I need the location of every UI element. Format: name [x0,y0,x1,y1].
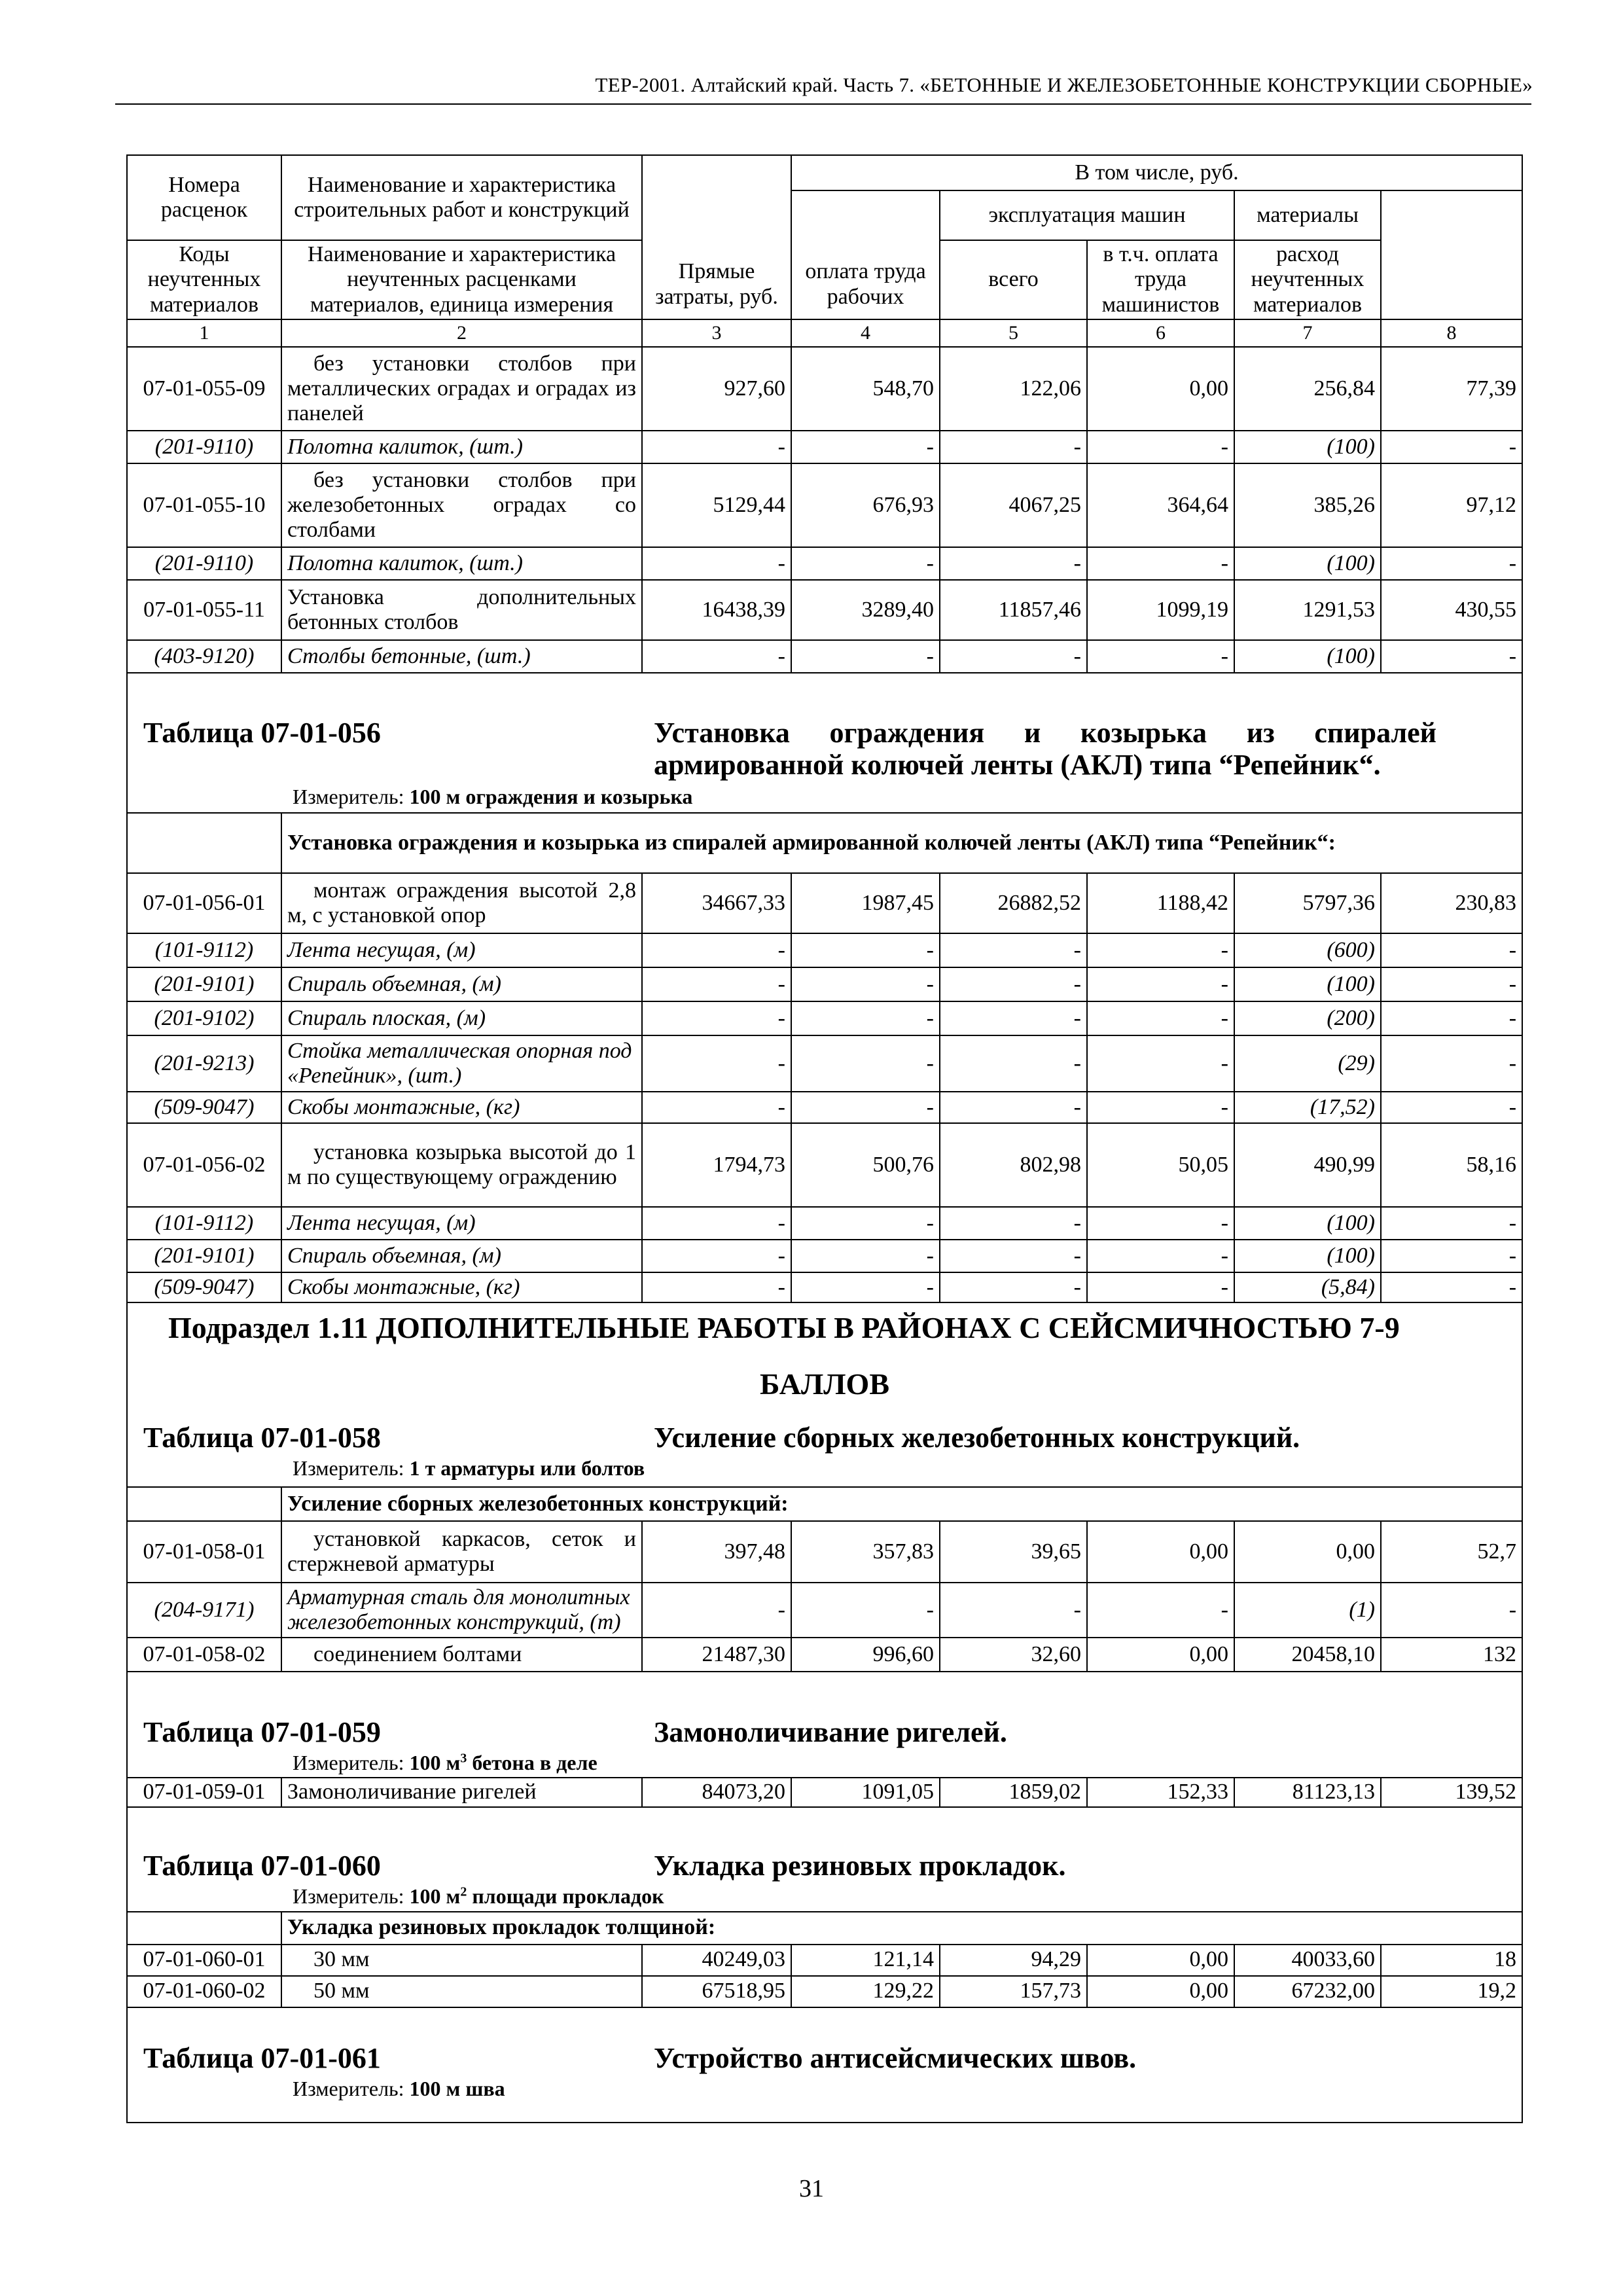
materials: 20458,10 [1234,1638,1381,1672]
machinists-wage: - [1087,1001,1234,1035]
rate-row [127,1123,1522,1207]
labor: 430,55 [1381,580,1522,640]
machinists-wage: - [1087,1583,1234,1638]
machinists-wage: - [1087,1240,1234,1272]
material-row [127,547,1522,580]
wage: 996,60 [791,1638,940,1672]
rate-row [127,1778,1522,1806]
labor: 139,52 [1381,1778,1522,1806]
subsection-block [127,1302,1522,1487]
materials: 385,26 [1234,463,1381,547]
rate-name: установкой каркасов, сеток и стержневой арматуры [281,1521,642,1583]
table-heading-block [127,2007,1522,2123]
subsection-line-2: БАЛЛОВ [759,1367,890,1401]
wage: - [791,1092,940,1123]
table-heading-block [127,1807,1522,1912]
measure-label: Измеритель: [293,2076,404,2100]
col-number: 7 [1234,319,1381,347]
table-number: Таблица 07-01-060 [143,1850,381,1882]
machines-total: 39,65 [940,1521,1087,1583]
labor: - [1381,1001,1522,1035]
material-name: Полотна калиток, (шт.) [281,431,642,463]
table-measure [128,2074,1522,2100]
group-row [127,813,1522,873]
group-label: Укладка резиновых прокладок толщиной: [281,1912,1522,1945]
table-number: Таблица 07-01-056 [143,716,381,749]
hd-direct: Прямые затраты, руб. [642,155,791,319]
machinists-wage: 0,00 [1087,347,1234,431]
header-rule [115,103,1531,105]
wage: - [791,1272,940,1302]
measure-value-suffix: площади прокладок [467,1884,664,1909]
material-name: Спираль объемная, (м) [281,1240,642,1272]
labor: - [1381,431,1522,463]
group-row [127,1487,1522,1521]
material-code: (101-9112) [127,933,281,967]
wage: 1987,45 [791,873,940,933]
running-header: ТЕР-2001. Алтайский край. Часть 7. «БЕТОННЫЕ И ЖЕЛЕЗОБЕТОННЫЕ КОНСТРУКЦИИ СБОРНЫЕ» [595,73,1533,96]
material-code: (201-9101) [127,1240,281,1272]
labor: - [1381,1240,1522,1272]
measure-unit-power: 2 [460,1884,467,1899]
wage: - [791,1240,940,1272]
table-number: Таблица 07-01-058 [143,1421,381,1454]
hd-name: Наименование и характеристика строительных работ и конструкций [281,155,642,240]
materials: (100) [1234,1240,1381,1272]
table-title: Установка ограждения и козырька из спиралей армированной колючей ленты (АКЛ) типа “Репейник“. [654,716,1437,781]
table-title: Устройство антисейсмических швов. [654,2041,1137,2074]
measure-label: Измеритель: [293,1884,404,1909]
rate-code: 07-01-060-01 [127,1945,281,1976]
materials: (100) [1234,431,1381,463]
materials: (100) [1234,640,1381,673]
measure-value: 100 м [409,1884,461,1909]
table-number: Таблица 07-01-059 [143,1715,381,1748]
wage: 1091,05 [791,1778,940,1806]
materials: (29) [1234,1035,1381,1092]
machines-total: 157,73 [940,1976,1087,2007]
hd-code: Номера расценок [127,155,281,240]
machinists-wage: - [1087,1092,1234,1123]
wage: - [791,640,940,673]
machines-total: - [940,1583,1087,1638]
wage: - [791,1035,940,1092]
wage: - [791,1583,940,1638]
materials: (100) [1234,967,1381,1001]
col-number: 4 [791,319,940,347]
material-name: Арматурная сталь для монолитных железобетонных конструкций, (т) [281,1583,642,1638]
material-name: Стойка металлическая опорная под «Репейник», (шт.) [281,1035,642,1092]
labor: - [1381,640,1522,673]
materials: (1) [1234,1583,1381,1638]
wage: 676,93 [791,463,940,547]
material-code: (509-9047) [127,1272,281,1302]
direct-cost: - [642,640,791,673]
material-row [127,640,1522,673]
rate-row [127,1638,1522,1672]
labor: - [1381,1272,1522,1302]
machines-total: 32,60 [940,1638,1087,1672]
wage: - [791,1207,940,1240]
wage: - [791,933,940,967]
machinists-wage: 1188,42 [1087,873,1234,933]
rate-row [127,1976,1522,2007]
rates-table [126,154,1523,2123]
machinists-wage: - [1087,1035,1234,1092]
material-row [127,431,1522,463]
material-row [127,967,1522,1001]
material-name: Спираль плоская, (м) [281,1001,642,1035]
material-code: (201-9213) [127,1035,281,1092]
material-code: (201-9102) [127,1001,281,1035]
materials: 81123,13 [1234,1778,1381,1806]
direct-cost: - [642,1272,791,1302]
page-number: 31 [799,2175,824,2202]
col-number: 3 [642,319,791,347]
group-label: Усиление сборных железобетонных конструкций: [281,1487,1522,1521]
machines-total: 11857,46 [940,580,1087,640]
direct-cost: 67518,95 [642,1976,791,2007]
machinists-wage: - [1087,640,1234,673]
hd-materials-spend: расход неучтенных материалов [1234,240,1381,319]
material-row [127,1035,1522,1092]
wage: - [791,1001,940,1035]
machines-total: - [940,1272,1087,1302]
machinists-wage: - [1087,933,1234,967]
labor: 230,83 [1381,873,1522,933]
direct-cost: - [642,967,791,1001]
machinists-wage: - [1087,547,1234,580]
rate-name: Установка дополнительных бетонных столбов [281,580,642,640]
measure-unit-power: 3 [460,1751,467,1766]
material-code: (201-9110) [127,547,281,580]
material-row [127,1240,1522,1272]
materials: (17,52) [1234,1092,1381,1123]
machines-total: - [940,1207,1087,1240]
rate-name: установка козырька высотой до 1 м по существующему ограждению [281,1123,642,1207]
labor: - [1381,1035,1522,1092]
table-number: Таблица 07-01-061 [143,2041,381,2074]
labor: - [1381,933,1522,967]
materials: (100) [1234,547,1381,580]
rate-code: 07-01-056-02 [127,1123,281,1207]
table-title: Замоноличивание ригелей. [654,1715,1007,1748]
direct-cost: - [642,1035,791,1092]
labor: 19,2 [1381,1976,1522,2007]
rate-code: 07-01-058-02 [127,1638,281,1672]
hd-including: В том числе, руб. [791,155,1522,190]
measure-value: 100 м [409,1751,461,1775]
machines-total: - [940,933,1087,967]
material-name: Лента несущая, (м) [281,1207,642,1240]
material-code: (204-9171) [127,1583,281,1638]
material-row [127,1583,1522,1638]
hd-mat-name: Наименование и характеристика неучтенных расценками материалов, единица измерения [281,240,642,319]
direct-cost: 21487,30 [642,1638,791,1672]
machinists-wage: 364,64 [1087,463,1234,547]
machinists-wage: - [1087,431,1234,463]
direct-cost: 397,48 [642,1521,791,1583]
wage: 121,14 [791,1945,940,1976]
material-code: (509-9047) [127,1092,281,1123]
direct-cost: 16438,39 [642,580,791,640]
group-label: Установка ограждения и козырька из спиралей армированной колючей ленты (АКЛ) типа “Репейник“: [281,813,1522,873]
rate-row [127,1945,1522,1976]
wage: - [791,431,940,463]
machines-total: - [940,547,1087,580]
table-title: Усиление сборных железобетонных конструкций. [654,1421,1300,1454]
table-measure [128,781,1522,812]
machinists-wage: 152,33 [1087,1778,1234,1806]
machinists-wage: 1099,19 [1087,580,1234,640]
wage: 357,83 [791,1521,940,1583]
measure-value: 100 м ограждения и козырька [409,785,693,809]
materials: 40033,60 [1234,1945,1381,1976]
machinists-wage: 0,00 [1087,1976,1234,2007]
material-code: (101-9112) [127,1207,281,1240]
rate-row [127,463,1522,547]
machines-total: 26882,52 [940,873,1087,933]
labor: - [1381,1583,1522,1638]
labor: 52,7 [1381,1521,1522,1583]
material-name: Скобы монтажные, (кг) [281,1092,642,1123]
hd-machinists-wage: в т.ч. оплата труда машинистов [1087,240,1234,319]
table-measure [128,1748,1522,1777]
machines-total: - [940,1001,1087,1035]
materials: (200) [1234,1001,1381,1035]
machinists-wage: 0,00 [1087,1521,1234,1583]
direct-cost: 40249,03 [642,1945,791,1976]
col-number: 2 [281,319,642,347]
machines-total: 122,06 [940,347,1087,431]
measure-value: 1 т арматуры или болтов [409,1456,645,1480]
direct-cost: 84073,20 [642,1778,791,1806]
table-heading-block [127,673,1522,813]
labor: 97,12 [1381,463,1522,547]
measure-value-suffix: бетона в деле [467,1751,597,1775]
table-title: Укладка резиновых прокладок. [654,1850,1066,1882]
material-row [127,1001,1522,1035]
rate-row [127,580,1522,640]
rate-name: 50 мм [281,1976,642,2007]
machines-total: - [940,967,1087,1001]
hd-machines-total: всего [940,240,1087,319]
rate-name: Замоноличивание ригелей [281,1778,642,1806]
material-row [127,933,1522,967]
rate-name: соединением болтами [281,1638,642,1672]
machines-total: - [940,1240,1087,1272]
material-row [127,1272,1522,1302]
labor: 132 [1381,1638,1522,1672]
direct-cost: - [642,1001,791,1035]
labor: - [1381,967,1522,1001]
rate-code: 07-01-058-01 [127,1521,281,1583]
direct-cost: - [642,933,791,967]
material-name: Столбы бетонные, (шт.) [281,640,642,673]
rate-code: 07-01-059-01 [127,1778,281,1806]
header-numbers-row [127,319,1522,347]
labor: - [1381,547,1522,580]
materials: 5797,36 [1234,873,1381,933]
material-row [127,1207,1522,1240]
material-name: Скобы монтажные, (кг) [281,1272,642,1302]
material-name: Спираль объемная, (м) [281,967,642,1001]
col-number: 5 [940,319,1087,347]
material-name: Лента несущая, (м) [281,933,642,967]
wage: 500,76 [791,1123,940,1207]
wage: - [791,967,940,1001]
group-row [127,1912,1522,1945]
direct-cost: - [642,1207,791,1240]
hd-wage: оплата труда рабочих [791,190,940,319]
labor: 77,39 [1381,347,1522,431]
materials: 67232,00 [1234,1976,1381,2007]
direct-cost: 1794,73 [642,1123,791,1207]
rate-code: 07-01-055-11 [127,580,281,640]
machinists-wage: - [1087,1207,1234,1240]
rate-code: 07-01-055-10 [127,463,281,547]
labor: - [1381,1207,1522,1240]
direct-cost: - [642,1240,791,1272]
machinists-wage: 0,00 [1087,1945,1234,1976]
machinists-wage: 0,00 [1087,1638,1234,1672]
machines-total: - [940,640,1087,673]
measure-value: 100 м шва [409,2076,505,2100]
machines-total: - [940,1092,1087,1123]
subsection-line-1: Подраздел 1.11 ДОПОЛНИТЕЛЬНЫЕ РАБОТЫ В РАЙОНАХ С СЕЙСМИЧНОСТЬЮ 7-9 [168,1311,1400,1345]
labor: - [1381,1092,1522,1123]
rate-name: 30 мм [281,1945,642,1976]
machines-total: 94,29 [940,1945,1087,1976]
hd-materials: материалы [1234,190,1381,240]
materials: (5,84) [1234,1272,1381,1302]
rate-name: монтаж ограждения высотой 2,8 м, с установкой опор [281,873,642,933]
direct-cost: - [642,547,791,580]
labor: 18 [1381,1945,1522,1976]
direct-cost: 34667,33 [642,873,791,933]
materials: 490,99 [1234,1123,1381,1207]
materials: (600) [1234,933,1381,967]
rate-code: 07-01-056-01 [127,873,281,933]
direct-cost: - [642,1092,791,1123]
machinists-wage: - [1087,1272,1234,1302]
material-name: Полотна калиток, (шт.) [281,547,642,580]
measure-label: Измеритель: [293,785,404,809]
direct-cost: - [642,1583,791,1638]
rate-row [127,347,1522,431]
machines-total: 4067,25 [940,463,1087,547]
material-row [127,1092,1522,1123]
material-code: (201-9110) [127,431,281,463]
materials: (100) [1234,1207,1381,1240]
table-measure [128,1454,1522,1480]
labor: 58,16 [1381,1123,1522,1207]
rate-code: 07-01-060-02 [127,1976,281,2007]
rate-code: 07-01-055-09 [127,347,281,431]
hd-machines: эксплуатация машин [940,190,1234,240]
direct-cost: 5129,44 [642,463,791,547]
rate-name: без установки столбов при железобетонных оградах со столбами [281,463,642,547]
material-code: (403-9120) [127,640,281,673]
machinists-wage: - [1087,967,1234,1001]
materials: 1291,53 [1234,580,1381,640]
table-measure [128,1882,1522,1910]
machines-total: 1859,02 [940,1778,1087,1806]
direct-cost: - [642,431,791,463]
measure-label: Измеритель: [293,1751,404,1775]
measure-label: Измеритель: [293,1456,404,1480]
col-number: 6 [1087,319,1234,347]
machines-total: - [940,431,1087,463]
direct-cost: 927,60 [642,347,791,431]
machinists-wage: 50,05 [1087,1123,1234,1207]
wage: 3289,40 [791,580,940,640]
col-number: 1 [127,319,281,347]
hd-mat-code: Коды неучтенных материалов [127,240,281,319]
materials: 256,84 [1234,347,1381,431]
rate-name: без установки столбов при металлических оградах и оградах из панелей [281,347,642,431]
col-number: 8 [1381,319,1522,347]
header-row-1 [127,155,1522,190]
material-code: (201-9101) [127,967,281,1001]
wage: - [791,547,940,580]
materials: 0,00 [1234,1521,1381,1583]
wage: 129,22 [791,1976,940,2007]
rate-row [127,1521,1522,1583]
wage: 548,70 [791,347,940,431]
machines-total: 802,98 [940,1123,1087,1207]
machines-total: - [940,1035,1087,1092]
rate-row [127,873,1522,933]
subsection-title [128,1303,1522,1407]
table-heading-block [127,1672,1522,1778]
